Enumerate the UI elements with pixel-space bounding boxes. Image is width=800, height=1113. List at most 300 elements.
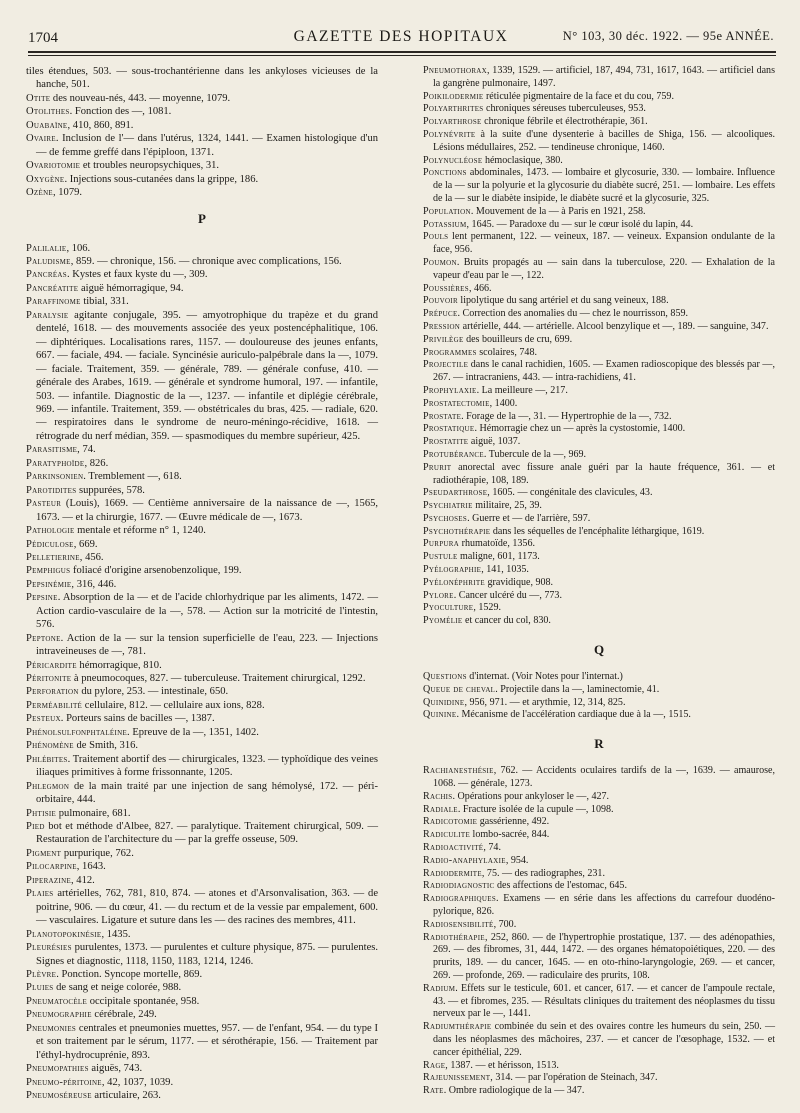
index-entry: [423, 91, 775, 104]
entry-text: tiles étendues, 503. — sous-trochantérienne dans les ankyloses vicieuses de la hanche, 501.: [26, 66, 378, 91]
entry-keyword: Pleurésies: [26, 942, 72, 954]
entry-keyword: Questions: [423, 671, 467, 683]
index-entry: [423, 1085, 775, 1098]
entry-text: , 700.: [493, 918, 517, 930]
entry-keyword: Rachis: [423, 790, 453, 802]
entry-text: , 74.: [483, 842, 501, 854]
entry-text: des bouilleurs de cru, 699.: [463, 333, 573, 345]
index-entry: [423, 334, 775, 347]
entry-keyword: Prostatectomie: [423, 397, 490, 409]
index-entry: [26, 551, 378, 564]
entries-r: [423, 765, 775, 1098]
index-entry: [26, 132, 378, 159]
entry-keyword: Psychoses: [423, 512, 468, 524]
entry-keyword: Population: [423, 205, 471, 217]
index-entry: [423, 295, 775, 308]
entry-text: , 1529.: [473, 602, 501, 614]
index-entry: [423, 816, 775, 829]
index-entry: [423, 855, 775, 868]
entry-text: mentale et réforme n° 1, 1240.: [74, 525, 206, 537]
entry-keyword: Pepsinémie: [26, 578, 72, 590]
index-entry: [423, 308, 775, 321]
index-entry: [423, 167, 775, 205]
entry-text: et troubles neuropsychiques, 31.: [80, 160, 220, 172]
entry-keyword: Programmes: [423, 346, 477, 358]
entry-text: , 314. — par l'opération de Steinach, 347.: [490, 1072, 658, 1084]
index-entry: [26, 295, 378, 308]
index-entry: [423, 500, 775, 513]
entry-keyword: Rate: [423, 1085, 444, 1097]
entry-keyword: Ouabaïne: [26, 119, 68, 131]
index-entry: [423, 564, 775, 577]
index-entry: [26, 874, 378, 887]
entry-keyword: Planotopokinésie: [26, 928, 102, 940]
index-entry: [423, 411, 775, 424]
entry-text: dans le canal rachidien, 1605. — Examen radioscopique des blessés par —, 267. — intracraniens, 443. — intra-rachidiens, 41.: [433, 359, 775, 384]
entry-text: à la suite d'une dysenterie à bacilles de Shiga, 156. — alcooliques. Lésions médullaires, 252. — tendineuse chronique, 1460.: [433, 128, 775, 153]
index-entry: [26, 578, 378, 591]
index-entry: [423, 1060, 775, 1073]
entry-text: agitante conjugale, 395. — amyotrophique du trapèze et du grand dentelé, 1618. — des mouvements associée des yeux postencéphalitique, 106. — diphtériques. Localisations rares, 1157. — douloureuse des jeunes enfants, 667. — faciale, 494. — faciale. Syncinésie auriculo-palpébrale dans la —, 1079. — faciale. Traitement, 359. — générale, 789. — générale confuse, 410. — générale des Arabes, 1619. — générale et syndrome humoral, 197. — infantile, 503. — infantile. Diagnostic de la —, 1237. — infantile et diplégie cérébrale, 969. — infantile. Traitement, 359. — obstétricales du bras, 425. — radiale, 620. — respiratoires dans le syndrome de neuro-méningo-récidive, 1618. — rétrograde du nerf médian, 359. — spasmodiques du membre supérieur, 425.: [36, 309, 378, 442]
index-entry: [423, 804, 775, 817]
section-letter-p: P: [198, 210, 206, 226]
entry-keyword: Prostatite: [423, 436, 469, 448]
index-entry: [423, 590, 775, 603]
index-entry: [423, 526, 775, 539]
entry-text: de Smith, 316.: [73, 740, 139, 752]
entry-keyword: Privilège: [423, 333, 464, 345]
entry-keyword: Polyarthrites: [423, 103, 484, 115]
entry-text: . Projectile dans la —, laminectomie, 41.: [495, 683, 660, 695]
entry-keyword: Pustule: [423, 551, 458, 563]
index-entry: [423, 829, 775, 842]
entry-text: . Porteurs sains de bacilles —, 1387.: [60, 713, 215, 725]
entry-text: cellulaire, 812. — cellulaire aux ions, 828.: [82, 699, 265, 711]
entry-text: . Examens — en série dans les affections du carrefour duodéno-pylorique, 826.: [433, 893, 775, 918]
entries-p-continued: [423, 65, 775, 628]
index-entry: [423, 398, 775, 411]
entries-p: [26, 242, 378, 1103]
entry-keyword: Radiculite: [423, 829, 471, 841]
index-entry: [423, 257, 775, 283]
index-entry: [26, 1022, 378, 1062]
entry-keyword: Pesteux: [26, 713, 61, 725]
index-entry: [423, 538, 775, 551]
entry-text: aiguës, 743.: [88, 1063, 143, 1075]
entry-keyword: Pneumothorax: [423, 65, 488, 76]
entry-text: pulmonaire, 681.: [56, 807, 131, 819]
entry-text: des affections de l'estomac, 645.: [494, 880, 627, 892]
entry-keyword: Ponctions: [423, 167, 467, 179]
index-entry: [423, 219, 775, 232]
index-entry: [423, 880, 775, 893]
index-entry: [423, 1072, 775, 1085]
entry-text: purpurique, 762.: [61, 847, 134, 859]
entry-keyword: Pseudarthrose: [423, 487, 488, 499]
page-header: [28, 26, 774, 50]
index-entry: [26, 739, 378, 752]
entry-text: foliacé d'origine arsenobenzolique, 199.: [70, 565, 242, 577]
entry-text: . Guerre et — de l'arrière, 597.: [467, 512, 591, 524]
entries-o-continued: [26, 65, 378, 200]
entry-keyword: Oxygène: [26, 173, 65, 185]
index-entry: [26, 443, 378, 456]
entry-text: de sang et neige colorée, 988.: [53, 982, 182, 994]
index-entry: [423, 347, 775, 360]
entry-text: (Louis), 1669. — Centième anniversaire de la naissance de —, 1565, 1673. — et la chirurgie, 1677. — Œuvre médicale de —, 1673.: [36, 498, 378, 523]
index-entry: [26, 659, 378, 672]
index-entry: [423, 791, 775, 804]
header-rule-thick: [28, 51, 776, 53]
entry-text: chronique fébrile et électrothérapie, 361.: [481, 116, 648, 128]
entry-keyword: Parotidites: [26, 484, 77, 496]
entry-text: . Traitement abortif des — chirurgicales, 1323. — typhoïdique des veines iliaques primitives à forme frissonnante, 1205.: [36, 753, 378, 779]
entry-text: , 42, 1037, 1039.: [101, 1076, 174, 1088]
index-entry: [423, 919, 775, 932]
entry-keyword: Parkinsonien: [26, 471, 84, 483]
index-entry: [26, 995, 378, 1008]
entry-keyword: Pied: [26, 821, 45, 833]
entry-text: . Fonction des —, 1081.: [69, 106, 172, 118]
index-entry: [26, 780, 378, 807]
index-entry: [423, 671, 775, 684]
entry-keyword: Radioactivité: [423, 842, 484, 854]
entry-keyword: Pancréatite: [26, 282, 79, 294]
entry-text: , 252, 860. — de l'hypertrophie prostatique, 137. — des adénopathies, 269. — des fibromes, 31, 444, 1472. — des organes hématopoiétiques, 220. — des prurits, 189. — du cancer, 1645. — en oto-rhino-laryngologie, 269. — et cancer, 269. — profonde, 269. — radiculaire des prurits, 108.: [433, 931, 775, 981]
index-entry: [26, 564, 378, 577]
left-column: [26, 65, 378, 1103]
entry-text: aiguë, 1037.: [468, 436, 521, 448]
index-entry: [26, 538, 378, 551]
issue-info: N° 103, 30 déc. 1922. — 95e ANNÉE.: [562, 29, 774, 43]
index-entry: [26, 457, 378, 470]
entry-text: . Epreuve de la —, 1351, 1402.: [127, 726, 259, 738]
entry-keyword: Pédiculose: [26, 538, 74, 550]
entry-keyword: Pyélographie: [423, 564, 482, 576]
entry-keyword: Radiothérapie: [423, 931, 485, 943]
entry-text: militaire, 25, 39.: [472, 500, 542, 512]
entry-text: , 954.: [505, 854, 529, 866]
entry-text: lipolytique du sang artériel et du sang veineux, 188.: [457, 295, 669, 307]
index-entry: [423, 385, 775, 398]
entry-text: , 1645. — Paradoxe du — sur le cœur isolé du lapin, 44.: [466, 218, 694, 230]
index-entry: [423, 983, 775, 1021]
index-entry: [26, 159, 378, 172]
entry-text: aiguë hémorragique, 94.: [78, 282, 184, 294]
index-entry: [26, 887, 378, 927]
entry-text: , 316, 446.: [71, 578, 117, 590]
index-entry: [423, 551, 775, 564]
entry-keyword: Péricardite: [26, 659, 77, 671]
entry-keyword: Pneumo-péritoine: [26, 1076, 102, 1088]
entry-keyword: Perméabilité: [26, 699, 83, 711]
index-entry: [423, 697, 775, 710]
entry-text: chroniques séreuses tuberculeuses, 953.: [483, 103, 646, 115]
entry-keyword: Radiosensibilité: [423, 918, 494, 930]
entry-keyword: Rachianesthésie: [423, 765, 494, 777]
entry-keyword: Pneumatocèle: [26, 995, 88, 1007]
entry-keyword: Phtisie: [26, 807, 57, 819]
entry-keyword: Phlegmon: [26, 780, 70, 792]
entry-keyword: Purpura: [423, 538, 460, 550]
entry-keyword: Radiumthérapie: [423, 1021, 492, 1033]
entry-keyword: Pilocarpine: [26, 861, 77, 873]
entry-text: . Forage de la —, 31. — Hypertrophie de la —, 732.: [461, 410, 672, 422]
entry-text: réticulée pigmentaire de la face et du cou, 759.: [483, 90, 674, 102]
index-entry: [26, 268, 378, 281]
index-entry: [423, 449, 775, 462]
index-entry: [26, 672, 378, 685]
index-entry: [26, 65, 378, 92]
entry-keyword: Pancréas: [26, 269, 67, 281]
section-letter-q: Q: [593, 642, 605, 658]
entry-keyword: Prostate: [423, 410, 462, 422]
entry-text: . Effets sur le testicule, 601. et cancer, 617. — et cancer de l'ampoule rectale, 43. — et fibromes, 235. — Résultats cliniques du traitement des néoplasmes du tissu nerveux par le —, 1441.: [433, 982, 775, 1020]
entry-text: . Bruits propagés au — sain dans la tuberculose, 220. — Exhalation de la vapeur d'eau par le —, 122.: [433, 256, 775, 281]
index-entry: [26, 941, 378, 968]
index-entry: [423, 436, 775, 449]
index-entry: [423, 359, 775, 385]
entry-keyword: Radicotomie: [423, 816, 478, 828]
index-entry: [26, 726, 378, 739]
entry-keyword: Pasteur: [26, 498, 62, 510]
index-entry: [26, 1089, 378, 1102]
entry-text: à pneumocoques, 827. — tuberculeuse. Traitement chirurgical, 1292.: [71, 673, 366, 685]
entry-text: artérielles, 762, 781, 810, 874. — atones et d'Arsonvalisation, 363. — de poitrine, 906. — du cœur, 41. — du rectum et de la vessie par empalement, 600. — vasculaires. Ligature et suture dans les — des racines des membres, 411.: [36, 888, 378, 927]
entry-keyword: Paratyphoïde: [26, 457, 85, 469]
entry-text: , 956, 971. — et arythmie, 12, 314, 825.: [464, 696, 626, 708]
index-entry: [26, 928, 378, 941]
entry-text: . Inclusion de l'— dans l'utérus, 1324, 1441. — Examen histologique d'un — de femme greffé dans l'épiploon, 1371.: [36, 133, 378, 158]
entry-keyword: Otolithes: [26, 106, 70, 118]
index-entry: [26, 807, 378, 820]
index-entry: [26, 186, 378, 199]
index-entry: [26, 309, 378, 444]
header-rule-thin: [28, 55, 776, 56]
entry-keyword: Radio-anaphylaxie: [423, 854, 506, 866]
entry-text: suppurées, 578.: [76, 484, 145, 496]
entry-keyword: Pneumoséreuse: [26, 1090, 92, 1102]
entry-keyword: Quinine: [423, 709, 457, 721]
entry-text: , 1339, 1529. — artificiel, 187, 494, 731, 1617, 1643. — artificiel dans la gangrène pulmonaire, 1497.: [433, 65, 775, 89]
entry-keyword: Pneumographie: [26, 1009, 92, 1021]
entry-text: . Correction des anomalies du — chez le nourrisson, 859.: [457, 308, 688, 320]
index-entry: [26, 497, 378, 524]
index-entry: [423, 513, 775, 526]
page-number: 1704: [28, 30, 58, 46]
entry-keyword: Poussières: [423, 282, 469, 294]
entry-keyword: Palilalie: [26, 242, 67, 254]
entry-text: d'internat. (Voir Notes pour l'internat.): [466, 671, 623, 683]
entry-keyword: Pyélonéphrite: [423, 576, 485, 588]
entry-text: , 1643.: [76, 861, 106, 873]
entry-text: et cancer du col, 830.: [462, 615, 551, 627]
entry-text: . Tremblement —, 618.: [83, 471, 182, 483]
entry-text: , 75. — des radiographes, 231.: [481, 867, 605, 879]
entry-keyword: Psychothérapie: [423, 525, 491, 537]
entry-text: occipitale spontanée, 958.: [87, 995, 200, 1007]
entry-text: de la main traité par une injection de sang hémolysé, 172. — péri-orbitaire, 444.: [36, 780, 378, 806]
entry-text: . Ponction. Syncope mortelle, 869.: [56, 969, 203, 980]
index-entry: [26, 685, 378, 698]
entry-text: . Ombre radiologique de la — 347.: [443, 1085, 585, 1097]
entry-keyword: Pyoculture: [423, 602, 474, 614]
entry-text: rhumatoïde, 1356.: [459, 538, 535, 550]
entry-keyword: Pelletierine: [26, 551, 80, 563]
entry-text: , 762. — Accidents oculaires tardifs de la —, 1639. — amaurose, 1068. — générale, 1273.: [433, 765, 775, 790]
entry-keyword: Pigment: [26, 847, 62, 859]
entry-keyword: Pneumopathies: [26, 1063, 89, 1075]
index-entry: [26, 1062, 378, 1075]
index-entry: [423, 321, 775, 334]
index-entry: [423, 615, 775, 628]
entry-keyword: Parasitisme: [26, 444, 78, 456]
index-entry: [423, 206, 775, 219]
entry-keyword: Prostatique: [423, 423, 475, 435]
index-entry: [26, 92, 378, 105]
entry-keyword: Pression: [423, 320, 461, 332]
index-entry: [26, 699, 378, 712]
entry-text: anorectal avec fissure anale guéri par la haute fréquence, 361. — et radiothérapie, 108, 189.: [433, 461, 775, 486]
entry-text: , 74.: [77, 444, 96, 456]
index-entry: [26, 282, 378, 295]
entry-keyword: Ozène: [26, 187, 53, 199]
entry-keyword: Plèvre: [26, 969, 57, 980]
entry-keyword: Phénolsulfonphtaléine: [26, 726, 128, 738]
entry-keyword: Poikilodermie: [423, 90, 484, 102]
entry-text: , 669.: [73, 538, 98, 550]
entry-keyword: Pyomélie: [423, 615, 463, 627]
entry-keyword: Paraffinome: [26, 296, 81, 308]
entry-text: , 1605. — congénitale des clavicules, 43.: [487, 487, 653, 499]
entry-keyword: Pneumonies: [26, 1022, 77, 1034]
entry-text: du pylore, 253. — intestinale, 650.: [78, 686, 229, 698]
right-column: [423, 65, 775, 1098]
entry-keyword: Pylore: [423, 589, 454, 601]
index-entry: [26, 119, 378, 132]
entry-keyword: Polyarthrose: [423, 116, 482, 128]
index-entry: [423, 709, 775, 722]
entry-keyword: Psychiatrie: [423, 500, 473, 512]
entry-text: centrales et pneumonies muettes, 957. — de l'enfant, 954. — du type I et son traitement par le sérum, 1177. — et sérothérapie, 156. — Traitement par l'éthyl-hydrocuprénie, 893.: [36, 1022, 378, 1061]
entry-text: artérielle, 444. — artérielle. Alcool benzylique et —, 189. — sanguine, 347.: [460, 320, 769, 332]
section-letter-r: R: [594, 736, 604, 752]
entry-keyword: Queue de cheval: [423, 683, 496, 695]
index-entry: [423, 487, 775, 500]
index-entry: [423, 932, 775, 983]
index-entry: [26, 753, 378, 780]
index-entry: [423, 842, 775, 855]
index-entry: [423, 116, 775, 129]
index-entry: [26, 242, 378, 255]
entry-keyword: Paralysie: [26, 309, 69, 321]
entry-keyword: Prurit: [423, 461, 452, 473]
entry-text: hémoclasique, 380.: [482, 154, 563, 166]
entry-keyword: Pathologie: [26, 525, 75, 537]
entry-keyword: Polynévrite: [423, 128, 476, 140]
entry-text: combinée du sein et des ovaires contre les humeurs du sein, 250. — dans les néoplasmes des mâchoires, 237. — et cancer de l'œsophage, 1532. — et cancer épithélial, 229.: [433, 1021, 775, 1058]
index-entry: [26, 1008, 378, 1021]
entry-text: . Hémorragie chez un — après la cystostomie, 1400.: [474, 423, 686, 435]
entry-keyword: Rajeunissement: [423, 1072, 491, 1084]
index-entry: [26, 981, 378, 994]
entry-keyword: Rage: [423, 1059, 446, 1071]
entry-keyword: Poumon: [423, 256, 457, 268]
entry-keyword: Radiale: [423, 803, 458, 815]
entry-keyword: Polynucléose: [423, 154, 483, 166]
entry-keyword: Péritonite: [26, 673, 72, 685]
index-entry: [423, 155, 775, 168]
index-entry: [26, 968, 378, 981]
index-entry: [423, 893, 775, 919]
index-entry: [26, 255, 378, 268]
index-entry: [423, 602, 775, 615]
index-entry: [26, 820, 378, 847]
index-entry: [26, 1076, 378, 1089]
entry-keyword: Radiodiagnostic: [423, 880, 495, 892]
entry-keyword: Piperazine: [26, 874, 72, 886]
entry-text: gravidique, 908.: [484, 576, 554, 588]
entry-keyword: Plaies: [26, 888, 54, 900]
entry-keyword: Peptone: [26, 632, 61, 644]
index-entry: [423, 65, 775, 91]
entry-keyword: Radium: [423, 982, 456, 994]
entry-text: , 412.: [71, 874, 95, 886]
index-entry: [423, 577, 775, 590]
entry-text: tibial, 331.: [80, 296, 129, 308]
entry-text: . Action de la — sur la tension superficielle de l'eau, 223. — Injections intraveineuses de —, 781.: [36, 632, 378, 658]
entry-text: abdominales, 1473. — lombaire et glycosurie, 330. — lombaire. Influence de la — sur la polyurie et la glycosurie du diabète sucré, 251. — lombaire. Les effets de la — sur le diabète insipide, le diabète sucré et la glycosurie, 325.: [433, 167, 775, 204]
entries-q: [423, 671, 775, 722]
entry-keyword: Pemphigus: [26, 565, 71, 577]
entry-text: . Cancer ulcéré du —, 773.: [453, 589, 562, 601]
journal-title: GAZETTE DES HOPITAUX: [293, 28, 509, 45]
entry-keyword: Phénomène: [26, 740, 74, 752]
entry-text: bot et méthode d'Albee, 827. — paralytique. Traitement chirurgical, 509. — Restauration de l'architecture du — par la greffe osseuse, 509.: [36, 821, 378, 846]
entry-text: des nouveau-nés, 443. — moyenne, 1079.: [50, 92, 231, 104]
entry-keyword: Ovaire: [26, 133, 56, 145]
index-entry: [423, 765, 775, 791]
entry-keyword: Prophylaxie: [423, 384, 477, 396]
entry-text: , 1387. — et hérisson, 1513.: [445, 1059, 559, 1071]
entry-keyword: Radiodermite: [423, 867, 482, 879]
index-entry: [26, 105, 378, 118]
entry-keyword: Pouvoir: [423, 295, 458, 307]
entry-text: , 1079.: [53, 187, 83, 199]
index-entry: [423, 684, 775, 697]
entry-text: , 410, 860, 891.: [67, 119, 134, 131]
entry-text: maligne, 601, 1173.: [457, 551, 540, 563]
entry-text: cérébrale, 249.: [91, 1009, 157, 1021]
index-entry: [26, 712, 378, 725]
entry-text: . La meilleure —, 217.: [476, 384, 568, 396]
entry-text: , 859. — chronique, 156. — chronique avec complications, 156.: [70, 255, 342, 267]
entry-text: . Mécanisme de l'accélération cardiaque due à la —, 1515.: [456, 709, 691, 721]
index-entry: [423, 231, 775, 257]
entry-text: dans les séquelles de l'encéphalite léthargique, 1619.: [490, 525, 705, 537]
entry-keyword: Pluies: [26, 982, 54, 994]
entry-keyword: Ovariotomie: [26, 160, 81, 172]
entry-keyword: Pepsine: [26, 592, 58, 604]
entry-keyword: Pouls: [423, 231, 449, 243]
index-entry: [26, 524, 378, 537]
index-entry: [26, 173, 378, 186]
index-entry: [423, 283, 775, 296]
entry-text: . Fracture isolée de la cupule —, 1098.: [457, 803, 614, 815]
index-entry: [26, 847, 378, 860]
index-entry: [423, 1021, 775, 1059]
index-entry: [423, 103, 775, 116]
